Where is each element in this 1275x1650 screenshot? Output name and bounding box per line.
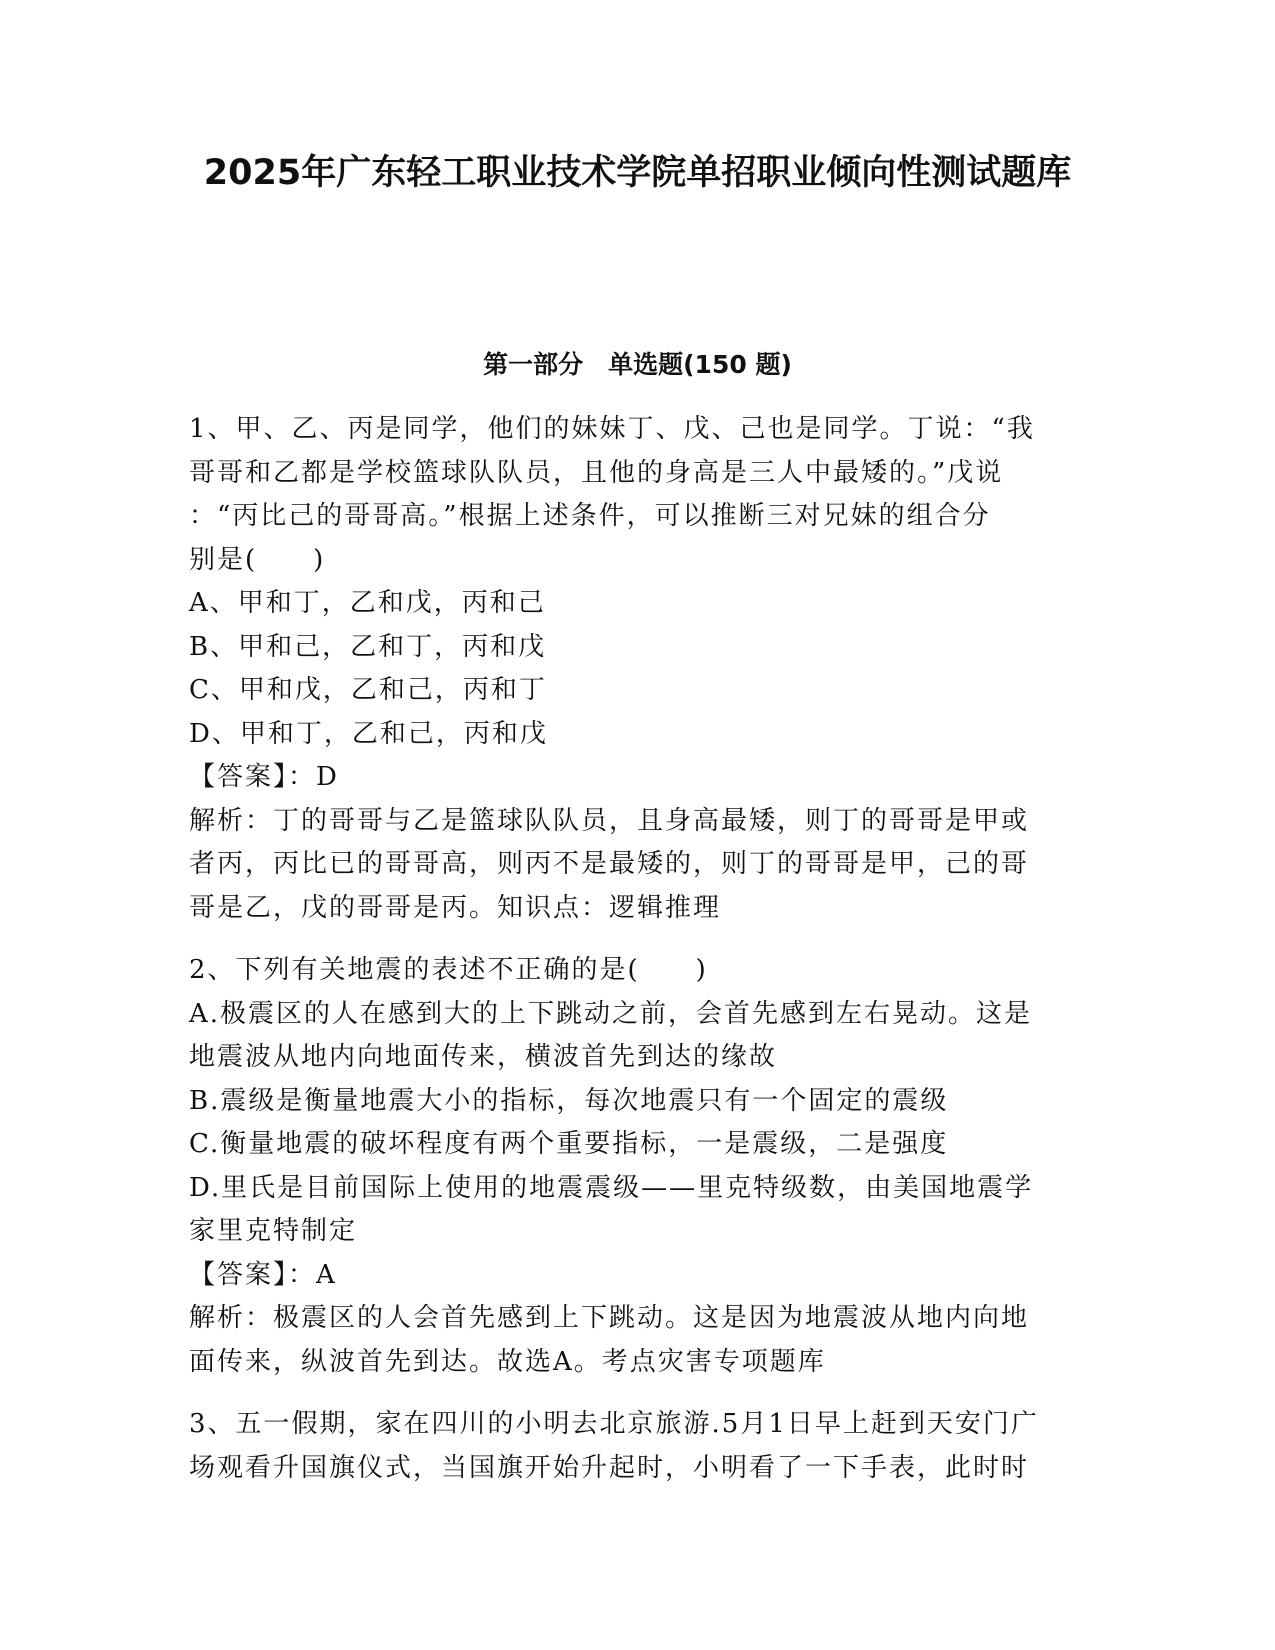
question-3 [189, 1403, 1089, 1490]
document-title [150, 146, 1125, 201]
question-list [189, 408, 1089, 1509]
option-b: B.震级是衡量地震大小的指标，每次地震只有一个固定的震级 [189, 1085, 949, 1116]
section-heading [150, 345, 1125, 385]
option-a: A、甲和丁，乙和戊，丙和己 [189, 588, 546, 618]
option-d: D.里氏是目前国际上使用的地震震级——里克特级数，由美国地震学 [189, 1172, 1034, 1203]
stem-line: 哥哥和乙都是学校篮球队队员，且他的身高是三人中最矮的。”戊说 [189, 457, 1004, 488]
stem-line: 1、甲、乙、丙是同学，他们的妹妹丁、戊、己也是同学。丁说：“我 [189, 414, 1035, 444]
option-d-continued: 家里克特制定 [189, 1216, 358, 1246]
analysis-line: 哥是乙，戊的哥哥是丙。知识点：逻辑推理 [189, 892, 722, 923]
question-1 [189, 408, 1089, 930]
stem-line: 2、下列有关地震的表述不正确的是( ) [189, 955, 708, 985]
question-2 [189, 949, 1089, 1384]
answer-line: 【答案】：A [189, 1259, 337, 1290]
question-stem [189, 408, 1089, 582]
analysis-line: 面传来，纵波首先到达。故选A。考点灾害专项题库 [189, 1346, 826, 1377]
document-title-text: 2025年广东轻工职业技术学院单招职业倾向性测试题库 [203, 153, 1072, 193]
option-a-continued: 地震波从地内向地面传来，横波首先到达的缘故 [189, 1042, 778, 1072]
option-b: B、甲和己，乙和丁，丙和戊 [189, 631, 547, 662]
analysis-line: 解析：丁的哥哥与乙是篮球队队员，且身高最矮，则丁的哥哥是甲或 [189, 805, 1030, 836]
option-a: A.极震区的人在感到大的上下跳动之前，会首先感到左右晃动。这是 [189, 998, 1033, 1029]
question-stem [189, 949, 1089, 993]
stem-line: 3、五一假期，家在四川的小明去北京旅游.5月1日早上赶到天安门广 [189, 1409, 1039, 1439]
question-stem [189, 1403, 1089, 1490]
analysis-line: 解析：极震区的人会首先感到上下跳动。这是因为地震波从地内向地 [189, 1303, 1030, 1333]
option-c: C.衡量地震的破坏程度有两个重要指标，一是震级，二是强度 [189, 1129, 949, 1159]
answer-line: 【答案】：D [189, 762, 339, 792]
analysis-line: 者丙，丙比已的哥哥高，则丙不是最矮的，则丁的哥哥是甲，己的哥 [189, 849, 1030, 879]
stem-line: 场观看升国旗仪式，当国旗开始升起时，小明看了一下手表，此时时 [189, 1452, 1030, 1483]
option-c: C、甲和戊，乙和己，丙和丁 [189, 675, 547, 705]
section-heading-text: 第一部分 单选题(150 题) [483, 350, 792, 379]
option-d: D、甲和丁，乙和己，丙和戊 [189, 718, 548, 749]
stem-line: ：“丙比己的哥哥高。”根据上述条件，可以推断三对兄妹的组合分 [189, 501, 991, 531]
stem-line: 别是( ) [189, 544, 326, 575]
